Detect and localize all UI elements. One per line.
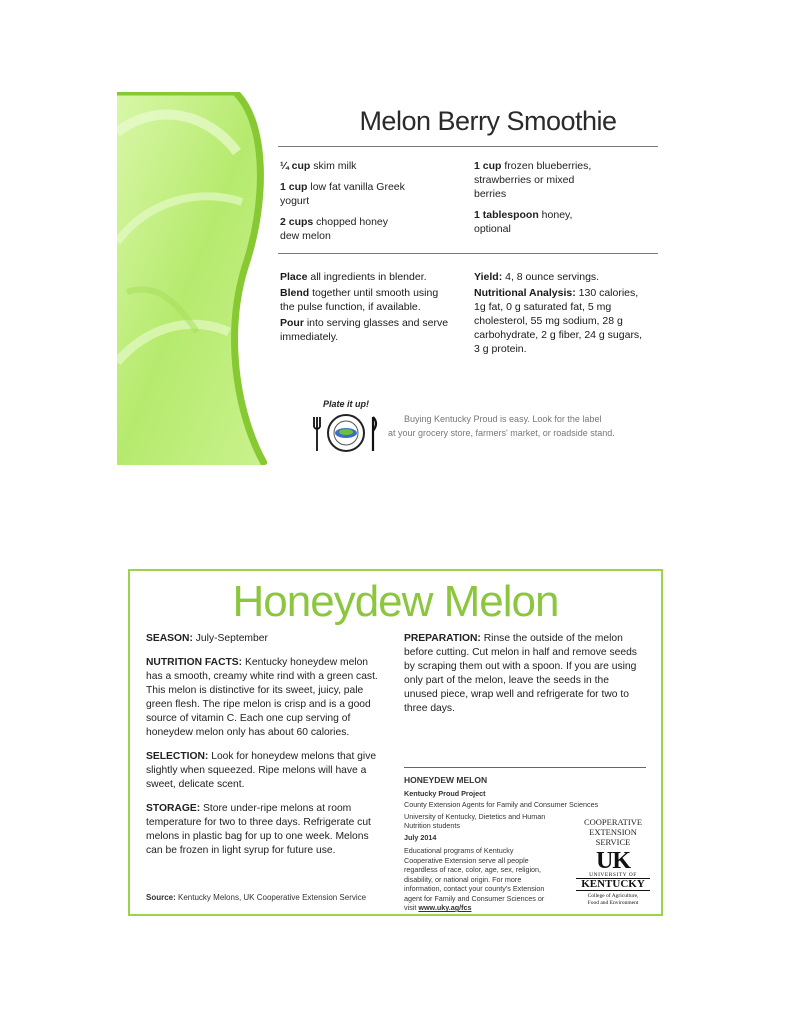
cooperative-extension-service: COOPERATIVE EXTENSION SERVICE <box>583 817 643 847</box>
step-item: Place all ingredients in blender. <box>280 271 427 283</box>
project-heading: HONEYDEW MELON <box>404 775 488 785</box>
project-university: University of Kentucky, Dietetics and Human Nutrition students <box>404 811 546 830</box>
honeydew-title: Honeydew Melon <box>232 577 559 626</box>
ingredient-item: ¼ cup skim milk <box>280 160 357 172</box>
preparation: PREPARATION: Rinse the outside of the melon before cutting. Cut melon in half and remove seeds by scraping them out with a spoon. If you are using only part of the melon, leave the seeds in the unused piece, wrap well and refrigerate for two to three days. <box>404 633 637 714</box>
yield-nutrition <box>474 270 649 358</box>
source-line: Source: Kentucky Melons, UK Cooperative Extension Service <box>146 893 367 902</box>
step-item: Blend together until smooth using the pulse function, if available. <box>280 287 439 313</box>
kentucky-proud-plate-logo <box>305 395 387 459</box>
instructions <box>280 270 455 346</box>
project-date: July 2014 <box>404 832 437 842</box>
uk-logo: UK UNIVERSITY OF KENTUCKY College of Agriculture, Food and Environment <box>574 850 652 910</box>
honeydew-left-column <box>146 632 386 868</box>
project-name: Kentucky Proud Project <box>404 788 486 798</box>
ingredient-item: 1 tablespoon honey, optional <box>474 209 573 235</box>
season: SEASON: July-September <box>146 633 268 644</box>
preparation-divider <box>404 767 646 768</box>
ingredients-right <box>474 159 609 243</box>
step-item: Pour into serving glasses and serve immediately. <box>280 317 449 343</box>
ingredients-left <box>280 159 410 250</box>
recipe-title: Melon Berry Smoothie <box>359 106 617 136</box>
project-agents: County Extension Agents for Family and Consumer Sciences <box>404 800 599 809</box>
selection: SELECTION: Look for honeydew melons that give slightly when squeezed. Ripe melons will have a sweet, delicate scent. <box>146 751 377 790</box>
ingredients-divider <box>278 253 658 254</box>
kentucky-proud-text: Buying Kentucky Proud is easy. Look for the label at your grocery store, farmers' market, or roadside stand. <box>388 414 615 438</box>
ingredient-item: 1 cup frozen blueberries, strawberries or mixed berries <box>474 160 592 200</box>
ingredient-item: 2 cups chopped honey dew melon <box>280 216 388 242</box>
fcs-link[interactable]: www.uky.ag/fcs <box>418 903 472 912</box>
storage: STORAGE: Store under-ripe melons at room temperature for two to three days. Refrigerate cut melons in plastic bag for up to one week. Melons can be frozen in light syrup for future use. <box>146 803 371 856</box>
nutritional-analysis: Nutritional Analysis: 130 calories, 1g fat, 0 g saturated fat, 5 mg cholesterol, 55 mg sodium, 28 g carbohydrate, 2 g fiber, 24 g sugars, 3 g protein. <box>474 287 643 355</box>
ingredient-item: 1 cup low fat vanilla Greek yogurt <box>280 181 405 207</box>
nutrition-facts: NUTRITION FACTS: Kentucky honeydew melon has a smooth, creamy white rind with a green cast. This melon is distinctive for its sweet, juicy, pale green flesh. The ripe melon is crisp and is a good source of vitamin C. Each one cup serving of honeydew melon only has about 60 calories. <box>146 657 378 738</box>
title-divider <box>278 146 658 147</box>
honeydew-melon-photo <box>117 92 267 465</box>
uk-mark: UK <box>596 848 630 874</box>
project-info <box>404 775 599 915</box>
honeydew-right-column <box>404 632 644 726</box>
plate-it-up-text: Plate it up! <box>322 399 370 409</box>
yield: Yield: 4, 8 ounce servings. <box>474 271 600 283</box>
project-disclaimer: Educational programs of Kentucky Cooperative Extension serve all people regardless of race, color, age, sex, religion, disability, or national origin. For more information, contact your county's Extension agent for Family and Consumer Sciences or visit www.uky.ag/fcs <box>404 846 545 912</box>
